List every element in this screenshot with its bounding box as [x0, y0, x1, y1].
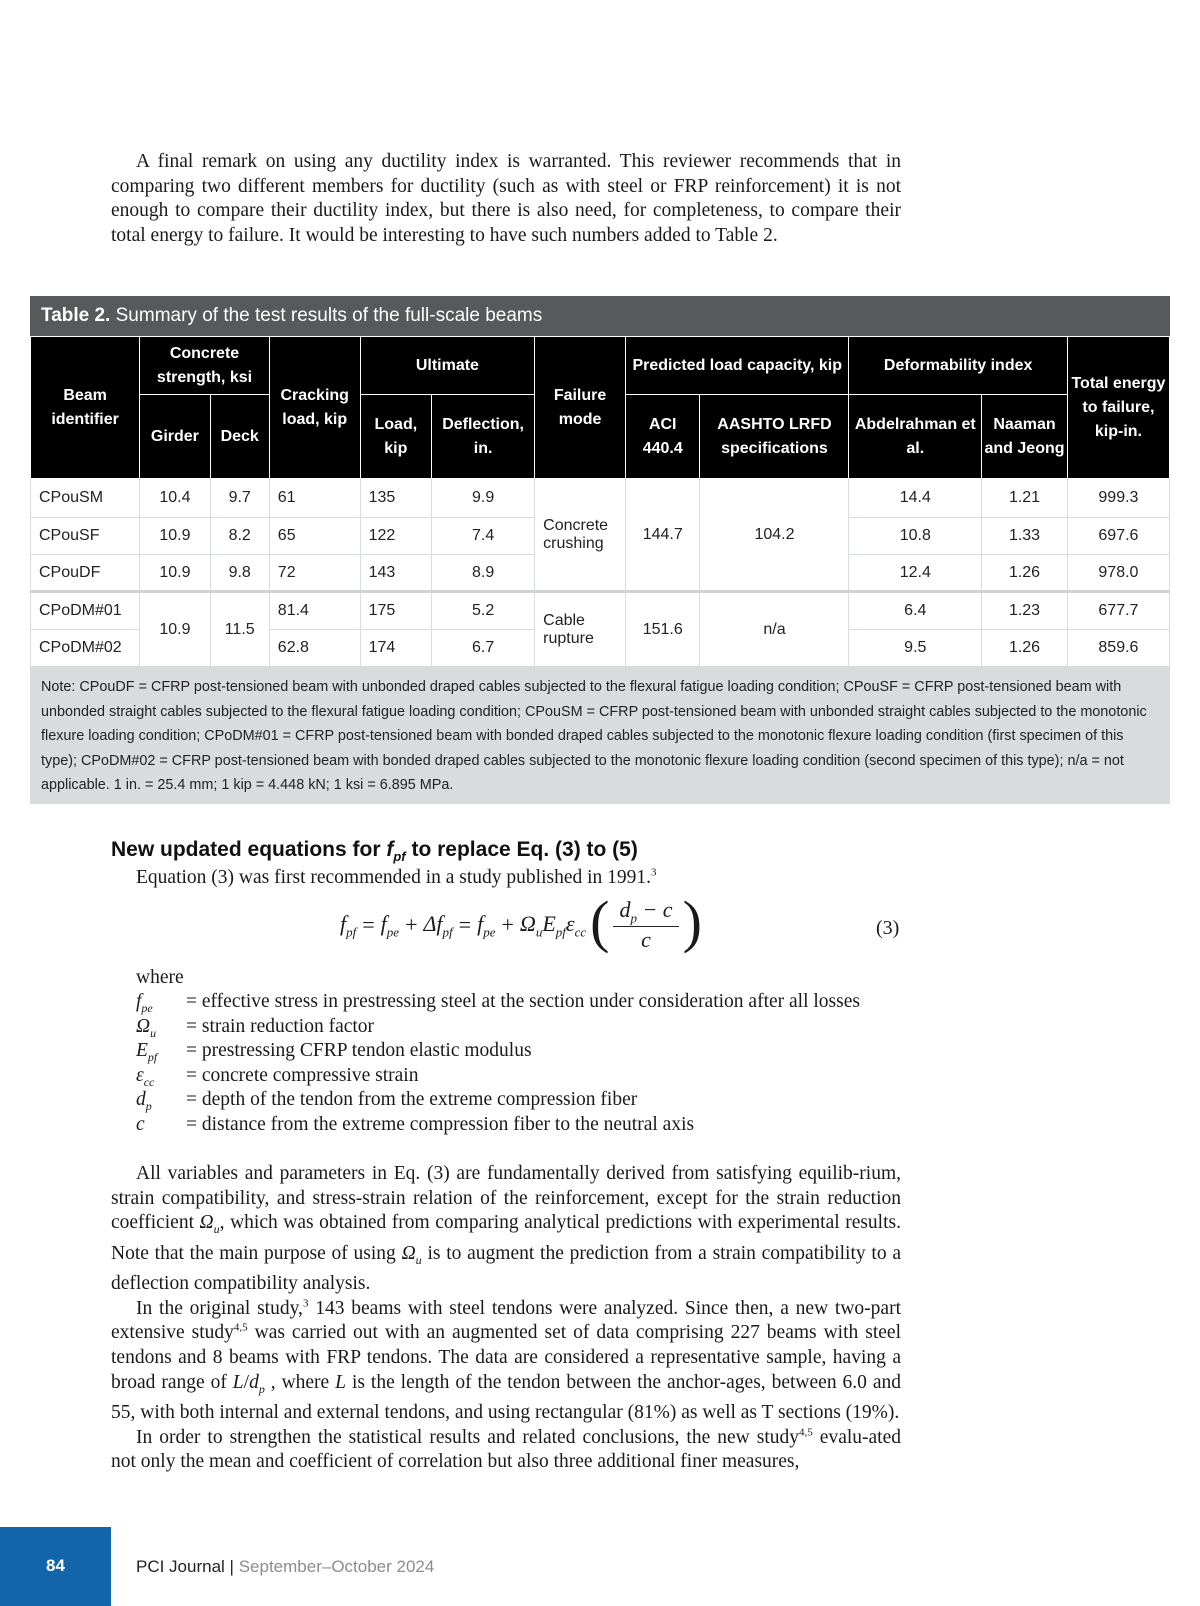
paragraph-1: All variables and parameters in Eq. (3) are fundamentally derived from satisfying equilib-rium, strain compatibility, and stress-strain relation of the reinforcement, except for the strain reduction coefficient $\Omega_u$, which was obtained from comparing analytical predictions with experimental results. Note that the main purpose of using $\Omega_u$ is to augment the prediction from a strain compatibility to a deflection compatibility analysis.	[111, 1163, 901, 1295]
section-heading: New updated equations for $f_{pf}$ to replace Eq. (3) to (5)	[111, 838, 638, 865]
paragraph-2: In the original study,$^3$ 143 beams with steel tendons were analyzed. Since then, a new two-part extensive study$^{4,5}$ was carried out with an augmented set of data comprising 227 beams with steel tendons and 8 beams with FRP tendons. The data are considered a representative sample, having a broad range of $L/d_p$ , where L is the length of the tendon between the anchor-ages, between 6.0 and 55, with both internal and external tendons, and using rectangular (81%) as well as T sections (19%).	[111, 1297, 901, 1424]
failure-mode-group1: Concrete crushing	[535, 479, 626, 592]
footer-journal: PCI Journal | September–October 2024	[136, 1557, 435, 1576]
body-text	[111, 1162, 901, 1475]
table-title: Table 2. Summary of the test results of the full-scale beams	[30, 296, 1170, 336]
list-item: $E_{pf}$ = prestressing CFRP tendon elastic modulus	[136, 1040, 532, 1065]
list-item: $\varepsilon_{cc}$ = concrete compressive strain	[136, 1064, 419, 1089]
col-total-energy: Total energy to failure, kip-in.	[1067, 337, 1169, 479]
col-ultimate: Ultimate	[360, 337, 535, 395]
col-aashto: AASHTO LRFD specifications	[700, 395, 849, 479]
col-beam-identifier: Beam identifier	[31, 337, 140, 479]
equation-intro: Equation (3) was first recommended in a study published in 1991.$^3$	[136, 866, 657, 888]
table-row: CPouDF 10.9 9.8 72 143 8.9 12.4 1.26 978.0	[31, 555, 1170, 592]
table-row: CPoDM#02 62.8 174 6.7 9.5 1.26 859.6	[31, 630, 1170, 667]
paragraph-3: In order to strengthen the statistical results and related conclusions, the new study$^{4,5}$ evalu-ated not only the mean and coefficient of correlation but also three additional finer measures,	[111, 1426, 901, 1473]
table-row: CPouSM 10.4 9.7 61 135 9.9 Concrete crushing 144.7 104.2 14.4 1.21 999.3	[31, 479, 1170, 518]
aci-group2: 151.6	[625, 592, 700, 667]
aashto-group2: n/a	[700, 592, 849, 667]
aci-group1: 144.7	[625, 479, 700, 592]
table-row: CPouSF 10.9 8.2 65 122 7.4 10.8 1.33 697.6	[31, 518, 1170, 555]
col-cracking-load: Cracking load, kip	[269, 337, 360, 479]
col-deformability: Deformability index	[849, 337, 1067, 395]
results-table	[30, 296, 1170, 804]
table-row: CPoDM#01 10.9 11.5 81.4 175 5.2 Cable rupture 151.6 n/a 6.4 1.23 677.7	[31, 592, 1170, 630]
results-data-table	[30, 336, 1170, 667]
table-note: Note: CPouDF = CFRP post-tensioned beam with unbonded draped cables subjected to the flexural fatigue loading condition; CPouSF = CFRP post-tensioned beam with unbonded straight cables subjected to the flexural fatigue loading condition; CPouSM = CFRP post-tensioned beam with unbonded straight cables subjected to the monotonic flexure loading condition; CPoDM#01 = CFRP post-tensioned beam with bonded draped cables subjected to the monotonic flexure loading condition (first specimen of this type); CPoDM#02 = CFRP post-tensioned beam with bonded draped cables subjected to the monotonic flexure loading condition (second specimen of this type); n/a = not applicable. 1 in. = 25.4 mm; 1 kip = 4.448 kN; 1 ksi = 6.895 MPa.	[30, 667, 1170, 804]
failure-mode-group2: Cable rupture	[535, 592, 626, 667]
col-abdelrahman: Abdelrahman et al.	[849, 395, 982, 479]
col-girder: Girder	[140, 395, 210, 479]
list-item: c = distance from the extreme compression fiber to the neutral axis	[136, 1113, 695, 1135]
variable-list	[136, 990, 860, 1138]
page-number: 84	[46, 1556, 65, 1575]
col-failure-mode: Failure mode	[535, 337, 626, 479]
col-concrete-strength: Concrete strength, ksi	[140, 337, 270, 395]
col-deck: Deck	[210, 395, 269, 479]
where-label: where	[136, 967, 184, 988]
intro-paragraph: A final remark on using any ductility index is warranted. This reviewer recommends that in comparing two different members for ductility (such as with steel or FRP reinforcement) it is not enough to compare their ductility index, but there is also need, for completeness, to compare their total energy to failure. It would be interesting to have such numbers added to Table 2.	[111, 151, 901, 246]
col-naaman: Naaman and Jeong	[982, 395, 1068, 479]
aashto-group1: 104.2	[700, 479, 849, 592]
equation-number: (3)	[876, 917, 900, 939]
col-deflection: Deflection, in.	[432, 395, 535, 479]
equation-3: $f_{pf}$ = $f_{pe}$ + $\Delta f_{pf}$ = $f_{pe}$ + $\Omega_uE_{pf}\varepsilon_{cc}$ ( $\frac{d_p - c}{c}$ )	[340, 889, 702, 955]
list-item: $\Omega_u$ = strain reduction factor	[136, 1015, 375, 1040]
col-aci: ACI 440.4	[625, 395, 700, 479]
col-predicted: Predicted load capacity, kip	[625, 337, 849, 395]
col-load: Load, kip	[360, 395, 431, 479]
list-item: $d_p$ = depth of the tendon from the extreme compression fiber	[136, 1089, 638, 1114]
list-item: $f_{pe}$ = effective stress in prestressing steel at the section under consideration after all losses	[136, 991, 860, 1015]
